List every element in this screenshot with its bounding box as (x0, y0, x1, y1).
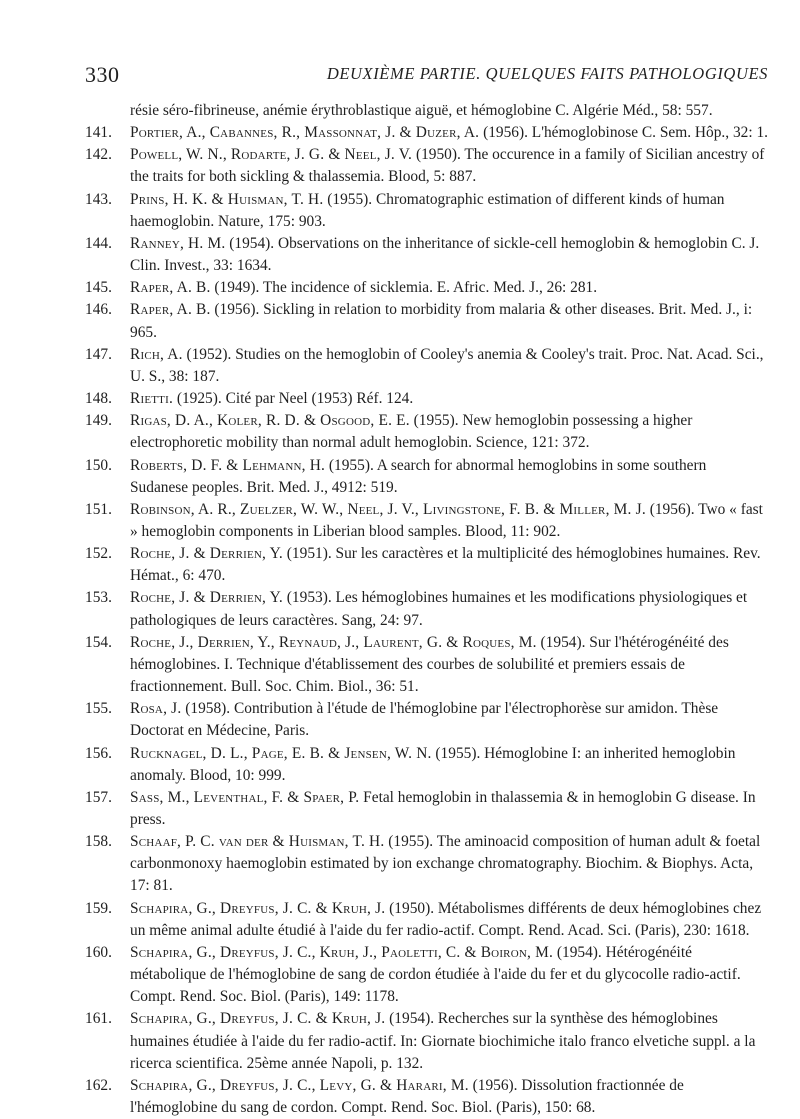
reference-text: (1956). Two « fast » hemoglobin components in Liberian blood samples. Blood, 11: 902. (130, 500, 763, 540)
reference-number: 161. (85, 1010, 112, 1028)
reference-authors: Raper, A. B. (130, 301, 211, 319)
reference-text: (1953). Les hémoglobines humaines et les modifications physiologiques et pathologiques de leurs caractères. Sang, 24: 97. (130, 589, 748, 629)
reference-number: 155. (85, 700, 112, 718)
reference-entry (85, 787, 768, 831)
reference-entry (85, 455, 768, 499)
reference-number: 142. (85, 146, 112, 164)
reference-text: (1954). Hétérogénéité métabolique de l'hémoglobine de sang de cordon étudiée à l'aide du fer et du glycocolle radio-actif. Compt. Rend. Soc. Biol. (Paris), 149: 1178. (130, 943, 741, 1006)
reference-entry (85, 831, 768, 897)
reference-continuation (85, 100, 768, 122)
reference-authors: Rigas, D. A., Koler, R. D. & Osgood, E. E. (130, 412, 410, 430)
reference-number: 153. (85, 589, 112, 607)
reference-entry (85, 388, 768, 410)
reference-number: 158. (85, 833, 112, 851)
reference-number: 141. (85, 124, 112, 142)
reference-entry (85, 499, 768, 543)
reference-number: 146. (85, 301, 112, 319)
reference-number: 152. (85, 545, 112, 563)
reference-text: (1951). Sur les caractères et la multiplicité des hémoglobines humaines. Rev. Hémat., 6: 470. (130, 545, 761, 585)
reference-entry (85, 698, 768, 742)
reference-authors: Rosa, J. (130, 700, 182, 718)
reference-list (85, 100, 768, 1119)
reference-text: résie séro-fibrineuse, anémie érythroblastique aiguë, et hémoglobine C. Algérie Méd., 58: 557. (130, 102, 713, 119)
reference-text: (1955). A search for abnormal hemoglobins in some southern Sudanese peoples. Brit. Med. J., 4912: 519. (130, 456, 707, 496)
reference-text: (1956). Sickling in relation to morbidity from malaria & other diseases. Brit. Med. J., i: 965. (130, 301, 753, 341)
reference-text: (1925). Cité par Neel (1953) Réf. 124. (173, 390, 414, 408)
reference-entry (85, 344, 768, 388)
reference-authors: Sass, M., Leventhal, F. & Spaer, P. (130, 788, 360, 806)
reference-entry (85, 1075, 768, 1119)
reference-entry (85, 144, 768, 188)
reference-entry (85, 632, 768, 698)
reference-authors: Ranney, H. M. (130, 234, 226, 252)
reference-authors: Prins, H. K. & Huisman, T. H. (130, 190, 324, 208)
reference-authors: Roche, J. & Derrien, Y. (130, 589, 283, 607)
reference-entry (85, 1008, 768, 1074)
reference-authors: Schaaf, P. C. van der & Huisman, T. H. (130, 833, 385, 851)
reference-number: 154. (85, 633, 112, 651)
reference-text: (1956). Dissolution fractionnée de l'hémoglobine du sang de cordon. Compt. Rend. Soc. Biol. (Paris), 150: 68. (130, 1076, 684, 1117)
reference-text: (1956). L'hémoglobinose C. Sem. Hôp., 32: 1. (479, 124, 768, 142)
reference-text: (1954). Recherches sur la synthèse des hémoglobines humaines étudiée à l'aide du fer radio-actif. In: Giornate biochimiche italo franco elvetiche suppl. a la ricerca scientifica. 25ème année Napoli, p. 132. (130, 1010, 756, 1072)
reference-entry (85, 122, 768, 144)
reference-entry (85, 277, 768, 299)
reference-number: 144. (85, 234, 112, 252)
reference-entry (85, 410, 768, 454)
reference-text: (1950). Métabolismes différents de deux hémoglobines chez un même animal adulte étudié à l'aide du fer radio-actif. Compt. Rend. Acad. Sci. (Paris), 230: 1618. (130, 899, 762, 939)
reference-authors: Robinson, A. R., Zuelzer, W. W., Neel, J. V., Livingstone, F. B. & Miller, M. J. (130, 500, 646, 518)
reference-number: 160. (85, 943, 112, 961)
reference-authors: Powell, W. N., Rodarte, J. G. & Neel, J. V. (130, 146, 413, 164)
running-head: DEUXIÈME PARTIE. QUELQUES FAITS PATHOLOGIQUES (326, 64, 768, 83)
reference-number: 149. (85, 412, 112, 430)
page-number: 330 (85, 62, 120, 87)
reference-text: (1955). Hémoglobine I: an inherited hemoglobin anomaly. Blood, 10: 999. (130, 744, 736, 784)
reference-text: (1949). The incidence of sicklemia. E. Afric. Med. J., 26: 281. (210, 279, 598, 297)
reference-text: (1952). Studies on the hemoglobin of Cooley's anemia & Cooley's trait. Proc. Nat. Acad. Sci., U. S., 38: 187. (130, 345, 764, 385)
reference-entry (85, 543, 768, 587)
reference-text: (1955). The aminoacid composition of human adult & foetal carbonmonoxy haemoglobin estimated by ion exchange chromatography. Biochim. & Biophys. Acta, 17: 81. (130, 833, 761, 895)
reference-text: (1955). Chromatographic estimation of different kinds of human haemoglobin. Nature, 175: 903. (130, 190, 725, 230)
reference-number: 148. (85, 390, 112, 408)
reference-authors: Rucknagel, D. L., Page, E. B. & Jensen, W. N. (130, 744, 432, 762)
reference-entry (85, 898, 768, 942)
reference-authors: Raper, A. B. (130, 279, 211, 297)
reference-entry (85, 587, 768, 631)
reference-entry (85, 233, 768, 277)
reference-authors: Roberts, D. F. & Lehmann, H. (130, 456, 326, 474)
reference-entry (85, 189, 768, 233)
reference-text: Fetal hemoglobin in thalassemia & in hemoglobin G disease. In press. (130, 788, 756, 828)
reference-number: 156. (85, 744, 112, 762)
reference-text: (1954). Sur l'hétérogénéité des hémoglobines. I. Technique d'établissement des courbes de solubilité et premiers essais de fractionnement. Bull. Soc. Chim. Biol., 36: 51. (130, 633, 729, 696)
reference-authors: Schapira, G., Dreyfus, J. C. & Kruh, J. (130, 1010, 386, 1028)
reference-authors: Roche, J. & Derrien, Y. (130, 545, 283, 563)
reference-number: 145. (85, 279, 112, 297)
reference-number: 159. (85, 899, 112, 917)
reference-authors: Schapira, G., Dreyfus, J. C., Levy, G. & Harari, M. (130, 1076, 469, 1094)
reference-text: (1950). The occurence in a family of Sicilian ancestry of the traits for both sickling & thalassemia. Blood, 5: 887. (130, 146, 765, 186)
reference-number: 143. (85, 190, 112, 208)
reference-number: 147. (85, 345, 112, 363)
reference-authors: Schapira, G., Dreyfus, J. C. & Kruh, J. (130, 899, 386, 917)
reference-authors: Portier, A., Cabannes, R., Massonnat, J. & Duzer, A. (130, 124, 480, 142)
page-header (85, 62, 768, 90)
reference-number: 162. (85, 1076, 112, 1094)
reference-number: 150. (85, 456, 112, 474)
reference-authors: Roche, J., Derrien, Y., Reynaud, J., Laurent, G. & Roques, M. (130, 633, 537, 651)
reference-entry (85, 743, 768, 787)
reference-entry (85, 942, 768, 1008)
reference-text: (1955). New hemoglobin possessing a higher electrophoretic mobility than normal adult hemoglobin. Science, 121: 372. (130, 412, 693, 452)
reference-number: 151. (85, 500, 112, 518)
reference-authors: Rietti. (130, 390, 173, 408)
reference-text: (1958). Contribution à l'étude de l'hémoglobine par l'électrophorèse sur amidon. Thèse Doctorat en Médecine, Paris. (130, 700, 719, 740)
reference-authors: Rich, A. (130, 345, 183, 363)
reference-number: 157. (85, 788, 112, 806)
reference-authors: Schapira, G., Dreyfus, J. C., Kruh, J., Paoletti, C. & Boiron, M. (130, 943, 554, 961)
reference-entry (85, 299, 768, 343)
reference-text: (1954). Observations on the inheritance of sickle-cell hemoglobin & hemoglobin C. J. Clin. Invest., 33: 1634. (130, 234, 760, 275)
